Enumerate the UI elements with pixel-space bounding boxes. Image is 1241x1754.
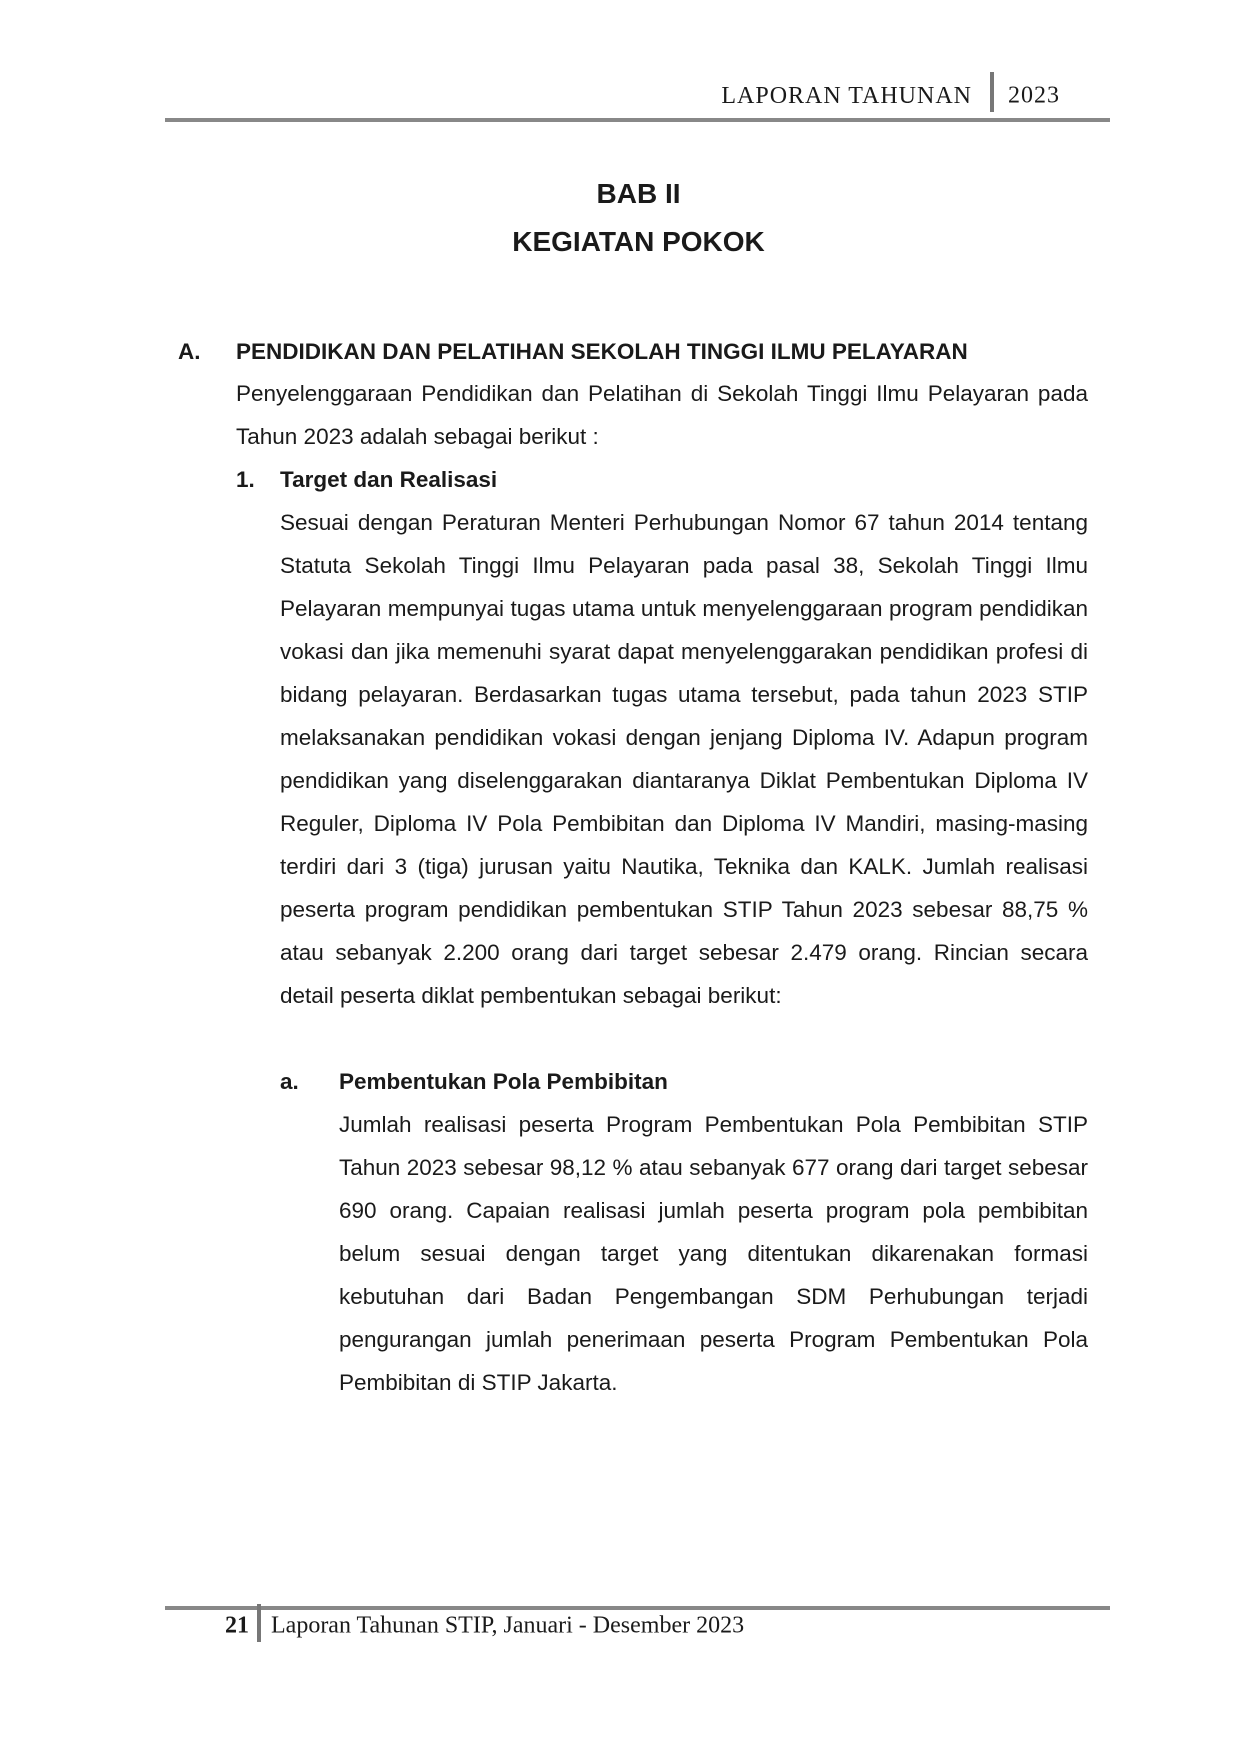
header-year: 2023: [1008, 82, 1060, 109]
page-number: 21: [225, 1612, 249, 1639]
section-a-label: A.: [178, 339, 201, 364]
footer-rule: [165, 1606, 1110, 1610]
page-header: [165, 70, 1110, 122]
item-a-label: a.: [280, 1069, 299, 1094]
footer-content: [225, 1612, 744, 1642]
chapter-title: KEGIATAN POKOK: [512, 226, 765, 257]
item-a-paragraph: Jumlah realisasi peserta Program Pembentukan Pola Pembibitan STIP Tahun 2023 sebesar 98,12 % atau sebanyak 677 orang dari target sebesar 690 orang. Capaian realisasi jumlah peserta program pola pembibitan belum sesuai dengan target yang ditentukan dikarenakan formasi kebutuhan dari Badan Pengembangan SDM Perhubungan terjadi pengurangan jumlah penerimaan peserta Program Pembentukan Pola Pembibitan di STIP Jakarta.: [339, 1112, 1088, 1395]
footer-text: Laporan Tahunan STIP, Januari - Desember 2023: [271, 1612, 745, 1639]
footer-separator: [257, 1604, 261, 1642]
header-rule: [165, 118, 1110, 122]
section-a-title: PENDIDIKAN DAN PELATIHAN SEKOLAH TINGGI ILMU PELAYARAN: [236, 339, 968, 364]
header-separator: [990, 72, 994, 112]
page-footer: [165, 1606, 1110, 1666]
section-a-paragraph: Penyelenggaraan Pendidikan dan Pelatihan di Sekolah Tinggi Ilmu Pelayaran pada Tahun 2023 adalah sebagai berikut :: [236, 381, 1088, 449]
header-title: LAPORAN TAHUNAN: [721, 82, 972, 109]
item-a-title: Pembentukan Pola Pembibitan: [339, 1069, 668, 1094]
item-1-paragraph: Sesuai dengan Peraturan Menteri Perhubungan Nomor 67 tahun 2014 tentang Statuta Sekolah Tinggi Ilmu Pelayaran pada pasal 38, Sekolah Tinggi Ilmu Pelayaran mempunyai tugas utama untuk menyelenggaraan program pendidikan vokasi dan jika memenuhi syarat dapat menyelenggarakan pendidikan profesi di bidang pelayaran. Berdasarkan tugas utama tersebut, pada tahun 2023 STIP melaksanakan pendidikan vokasi dengan jenjang Diploma IV. Adapun program pendidikan yang diselenggarakan diantaranya Diklat Pembentukan Diploma IV Reguler, Diploma IV Pola Pembibitan dan Diploma IV Mandiri, masing-masing terdiri dari 3 (tiga) jurusan yaitu Nautika, Teknika dan KALK. Jumlah realisasi peserta program pendidikan pembentukan STIP Tahun 2023 sebesar 88,75 % atau sebanyak 2.200 orang dari target sebesar 2.479 orang. Rincian secara detail peserta diklat pembentukan sebagai berikut:: [280, 510, 1088, 1008]
chapter-number: BAB II: [596, 178, 681, 209]
item-1-label: 1.: [236, 467, 255, 492]
item-1-title: Target dan Realisasi: [280, 467, 498, 492]
header-text: [721, 82, 1060, 112]
